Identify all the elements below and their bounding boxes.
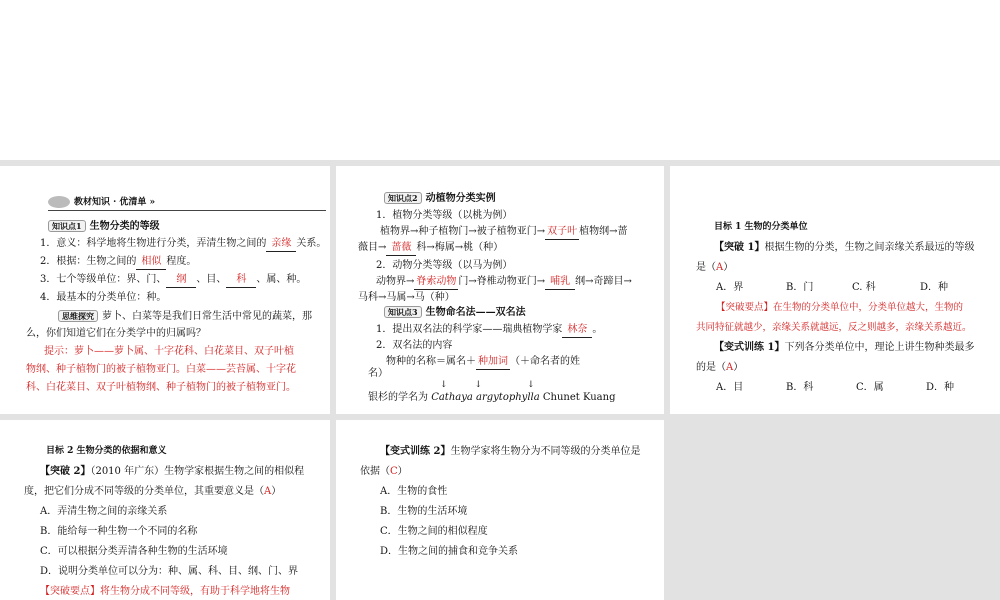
- text: 1．意义：科学地将生物进行分类，弄清生物之间的: [40, 238, 267, 249]
- panel-examples-naming: [336, 166, 664, 414]
- text: 1．提出双名法的科学家——瑞典植物学家: [376, 324, 563, 335]
- text: 关系。: [296, 238, 327, 249]
- explore-badge: 思维探究: [58, 310, 98, 322]
- section-heading: 动植物分类实例: [425, 193, 496, 204]
- text: 。: [592, 324, 603, 335]
- answer-blank: 双子叶: [545, 226, 579, 240]
- key-point: 【突破要点】在生物的分类单位中，分类单位越大，生物的: [716, 302, 964, 313]
- text: 2．双名法的内容: [376, 340, 453, 351]
- text: 程度。: [166, 256, 197, 267]
- answer-blank: 亲缘: [266, 238, 296, 252]
- text: 的是（: [696, 362, 726, 373]
- option: C．生物之间的相似程度: [380, 526, 488, 537]
- option: D．生物之间的捕食和竞争关系: [380, 546, 519, 557]
- knowledge-badge: 知识点3: [384, 306, 422, 318]
- answer-blank: 相似: [136, 256, 166, 270]
- option: A．目: [716, 382, 744, 393]
- chevron-right-icon: »: [149, 197, 156, 208]
- text: 、目、: [196, 274, 227, 285]
- text: Chunet Kuang: [542, 392, 616, 403]
- option: B．科: [786, 382, 814, 393]
- answer-blank: 纲: [166, 274, 196, 288]
- answer-blank: 科: [226, 274, 256, 288]
- text: 3．七个等级单位：界、门、: [40, 274, 167, 285]
- text: ）: [733, 362, 744, 373]
- text: 物种的名称＝属名＋: [386, 356, 476, 367]
- option: C．属: [856, 382, 884, 393]
- text: 银杉的学名为: [368, 392, 428, 403]
- blank-slide-area: [0, 0, 1000, 160]
- answer-blank: 林奈: [562, 324, 592, 338]
- text: 依据（: [360, 466, 390, 477]
- arrow-icons: ↓ ↓ ↓: [440, 380, 535, 390]
- text: 薇目→: [358, 242, 387, 253]
- section-heading: 生物分类的等级: [89, 221, 160, 232]
- key-point: 【突破要点】将生物分成不同等级，有助于科学地将生物: [40, 586, 290, 597]
- question-text: 生物学家将生物分为不同等级的分类单位是: [450, 446, 641, 457]
- option: A．弄清生物之间的亲缘关系: [40, 506, 168, 517]
- hint-text: 提示：萝卜——萝卜属、十字花科、白花菜目、双子叶植: [44, 346, 294, 357]
- hint-text: 物纲、种子植物门的被子植物亚门。白菜——芸苔属、十字花: [26, 364, 296, 375]
- text: 名）: [368, 368, 388, 379]
- text: 动物界→: [376, 276, 415, 287]
- option: B．生物的生活环境: [380, 506, 468, 517]
- answer: A: [716, 262, 724, 273]
- text: ）: [271, 486, 282, 497]
- text: 科→梅属→桃（种）: [416, 242, 504, 253]
- text: 马科→马属→马（种）: [358, 292, 455, 303]
- text: 2．动物分类等级（以马为例）: [376, 260, 513, 271]
- section-banner: [48, 196, 326, 211]
- text: 植物界→种子植物门→被子植物亚门→: [380, 226, 546, 237]
- panel-classification-levels: [0, 166, 330, 414]
- text: （＋命名者的姓: [510, 356, 580, 367]
- banner-title: 教材知识 · 优清单: [74, 197, 147, 208]
- text: 1．植物分类等级（以桃为例）: [376, 210, 513, 221]
- question-label: 【变式训练 2】: [380, 446, 451, 457]
- panel-target-1: [670, 166, 1000, 414]
- answer-blank: 蔷薇: [386, 242, 416, 256]
- text: 是（: [696, 262, 716, 273]
- option: B．门: [786, 282, 814, 293]
- target-heading: 目标 1 生物的分类单位: [714, 222, 808, 232]
- section-heading: 生物命名法——双名法: [425, 307, 526, 318]
- text: 纲→奇蹄目→: [575, 276, 632, 287]
- text: 植物纲→蔷: [579, 226, 628, 237]
- question-text: （2010 年广东）生物学家根据生物之间的相似程: [90, 466, 305, 477]
- text: 萝卜、白菜等是我们日常生活中常见的蔬菜，那: [102, 311, 312, 322]
- option: D．说明分类单位可以分为：种、属、科、目、纲、门、界: [40, 566, 299, 577]
- text: 门→脊椎动物亚门→: [458, 276, 546, 287]
- question-text: 下列各分类单位中，理论上讲生物种类最多: [784, 342, 975, 353]
- question-label: 【突破 1】: [714, 242, 765, 253]
- text: 度，把它们分成不同等级的分类单位，其重要意义是（: [24, 486, 264, 497]
- answer-blank: 脊索动物: [414, 276, 458, 290]
- scientific-name: Cathaya argytophylla: [431, 392, 540, 403]
- option: D．种: [926, 382, 955, 393]
- text: 2．根据：生物之间的: [40, 256, 137, 267]
- knowledge-badge: 知识点2: [384, 192, 422, 204]
- answer: A: [726, 362, 734, 373]
- answer: C: [390, 466, 398, 477]
- question-text: 根据生物的分类，生物之间亲缘关系最远的等级: [764, 242, 975, 253]
- knowledge-badge: 知识点1: [48, 220, 86, 232]
- text: 4．最基本的分类单位：种。: [40, 292, 167, 303]
- answer-blank: 种加词: [476, 356, 510, 370]
- target-heading: 目标 2 生物分类的依据和意义: [46, 446, 167, 456]
- option: B．能给每一种生物一个不同的名称: [40, 526, 198, 537]
- text: ）: [397, 466, 408, 477]
- book-logo-icon: [48, 196, 70, 208]
- question-label: 【变式训练 1】: [714, 342, 785, 353]
- panel-target-2: [0, 420, 330, 600]
- hint-text: 科、白花菜目、双子叶植物纲、种子植物门的被子植物亚门。: [26, 382, 296, 393]
- question-label: 【突破 2】: [40, 466, 91, 477]
- option: C. 科: [852, 282, 876, 293]
- answer: A: [264, 486, 272, 497]
- key-point: 共同特征就越少，亲缘关系就越远，反之则越多，亲缘关系越近。: [696, 322, 972, 333]
- text: ）: [723, 262, 734, 273]
- answer-blank: 哺乳: [545, 276, 575, 290]
- option: A．生物的食性: [380, 486, 448, 497]
- option: D．种: [920, 282, 949, 293]
- text: 、属、种。: [256, 274, 307, 285]
- option: C．可以根据分类弄清各种生物的生活环境: [40, 546, 228, 557]
- option: A．界: [716, 282, 744, 293]
- text: 么，你们知道它们在分类学中的归属吗？: [26, 328, 206, 339]
- panel-variant-2: [336, 420, 664, 600]
